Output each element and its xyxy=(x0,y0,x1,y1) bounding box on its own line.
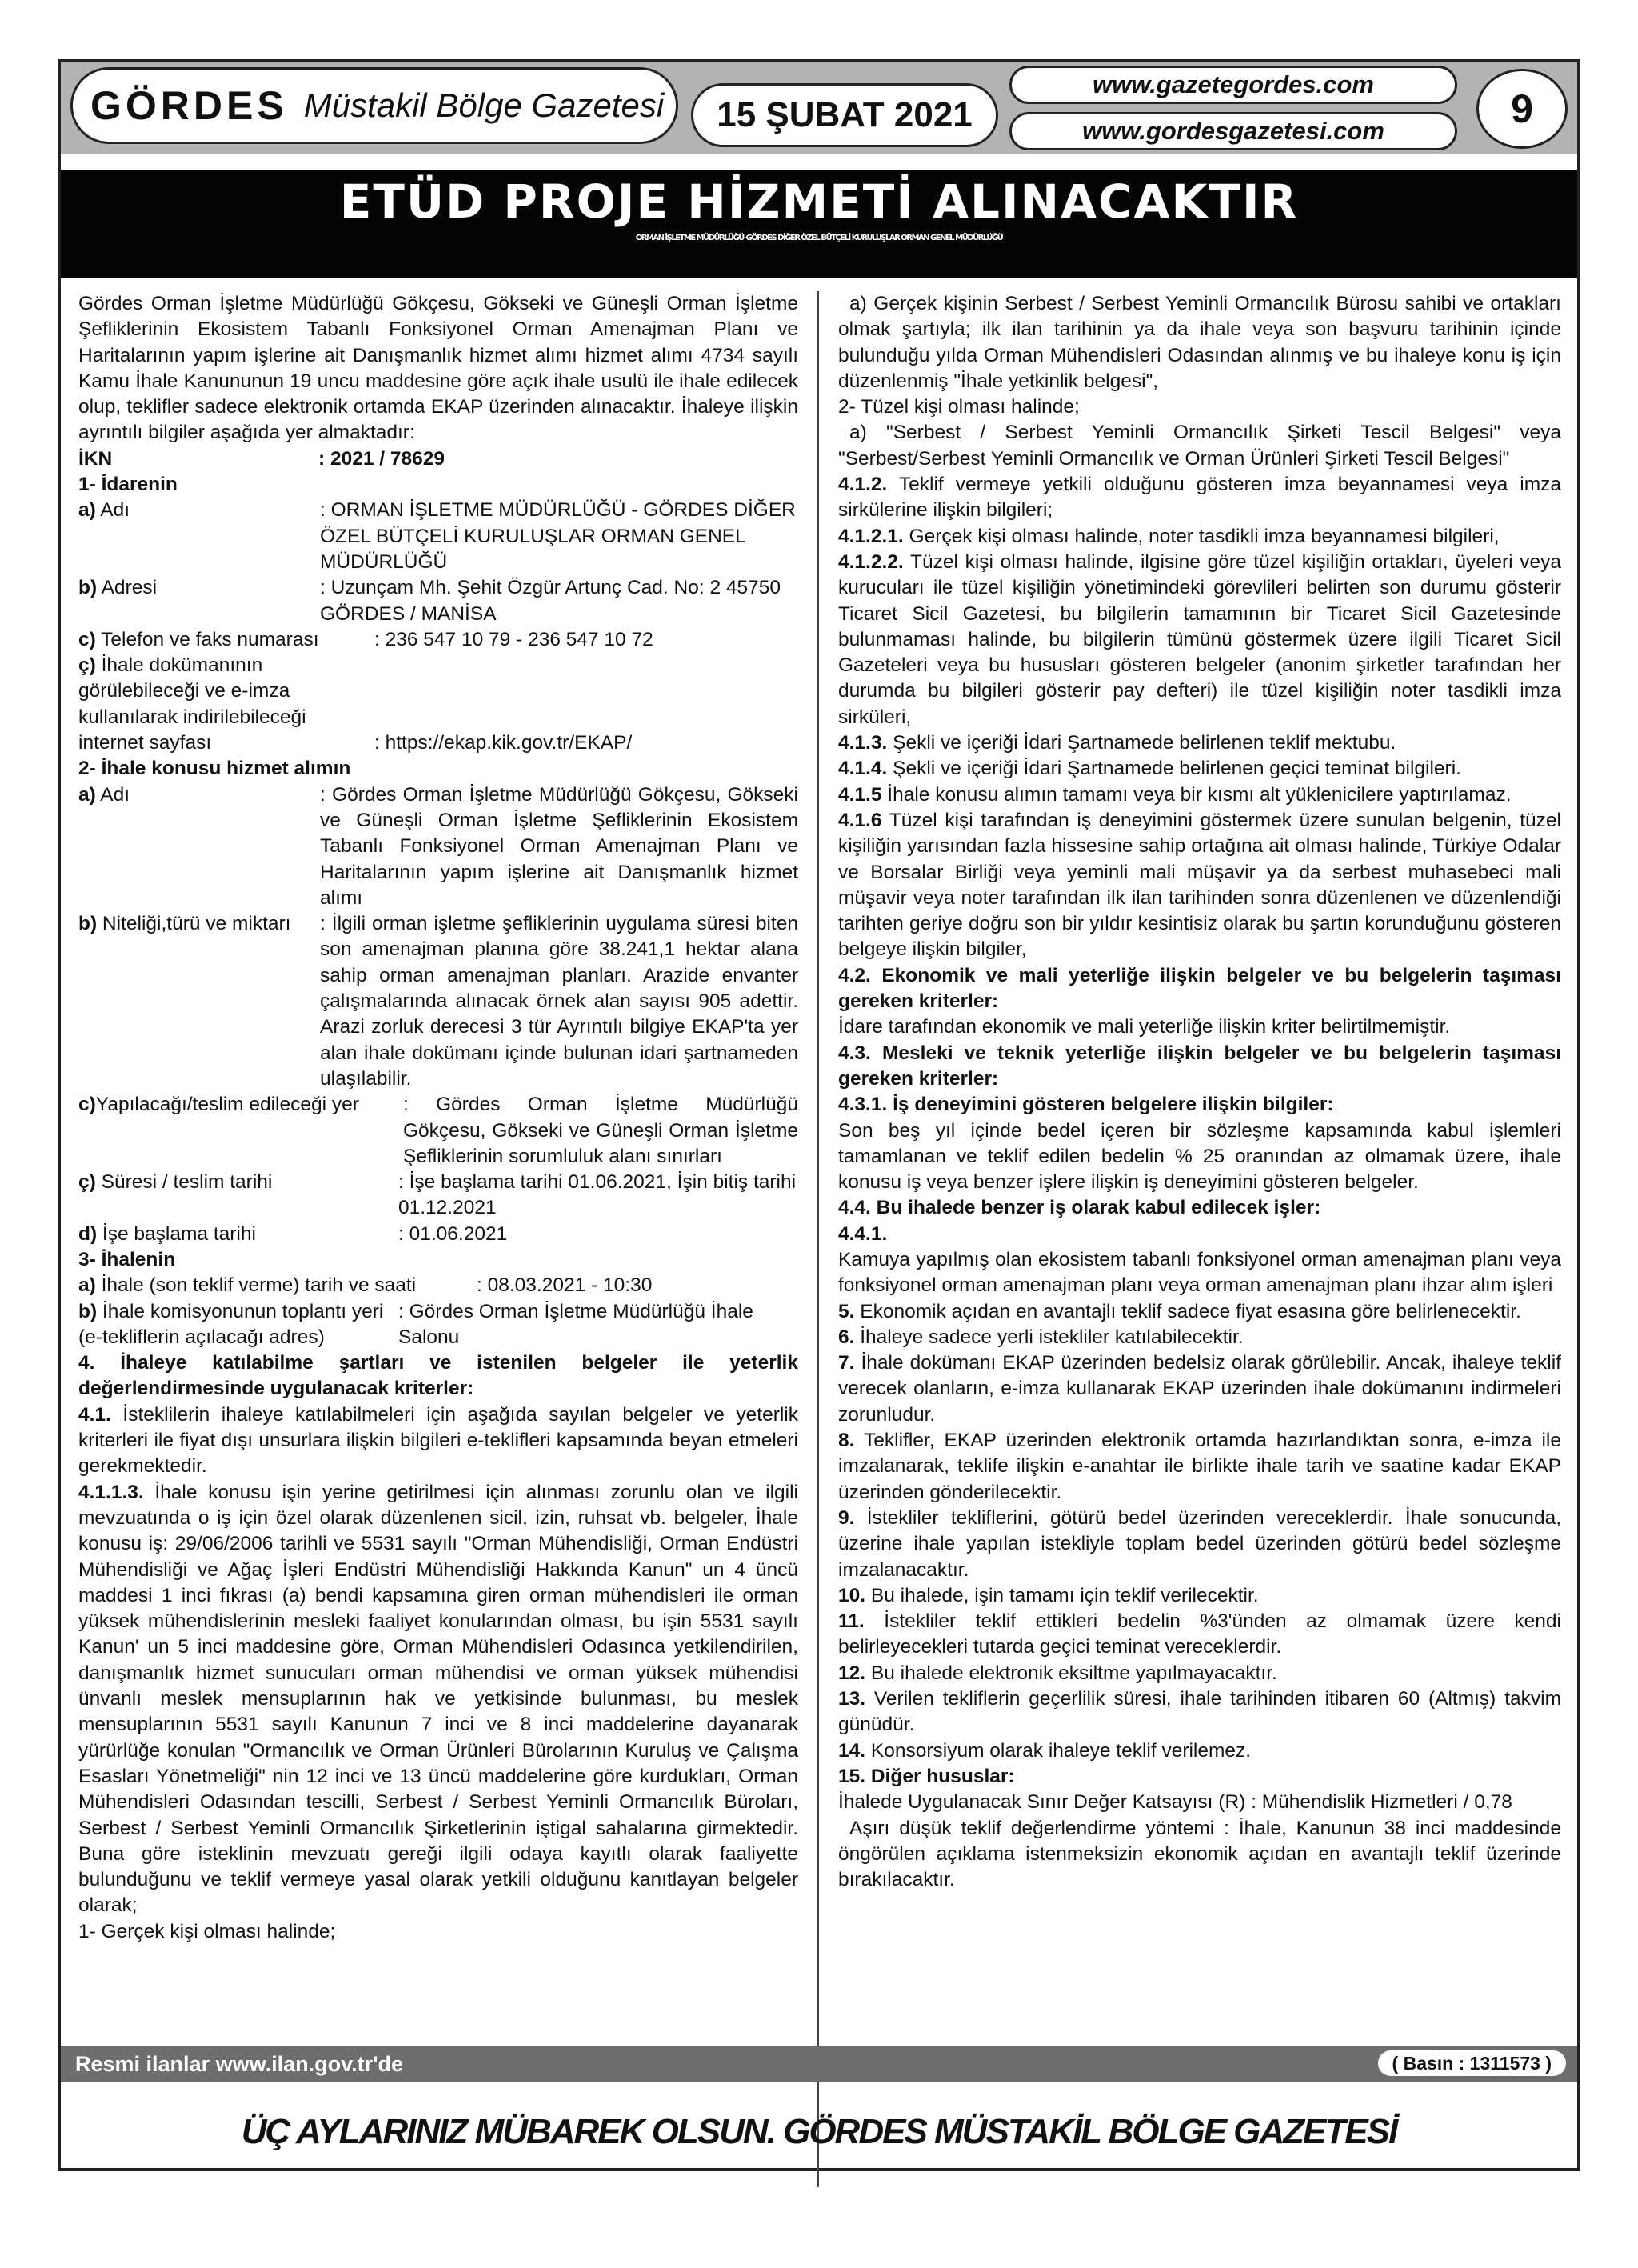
ikn-value: : 2021 / 78629 xyxy=(318,447,445,470)
s2d-value: : 01.06.2021 xyxy=(398,1222,508,1245)
paragraph-a-natural: a) Gerçek kişinin Serbest / Serbest Yeminli Ormancılık Bürosu sahibi ve ortakları olmak şartıyla; ilk ilan tarihinin ya da ihale veya son başvuru tarihinin içinde bulunduğu yılda Orman Mühendisleri Odasından alınmış ve bu ihaleye konu iş için düzenlenmiş "İhale yetkinlik belgesi", xyxy=(838,293,1561,392)
press-code-badge: ( Basın : 1311573 ) xyxy=(1378,2050,1566,2076)
p412-text: Teklif vermeye yetkili olduğunu gösteren imza beyannamesi veya imza sirkülerine ilişkin bilgileri; xyxy=(838,474,1561,522)
p4122-text: Tüzel kişi olması halinde, ilgisine göre tüzel kişiliğin ortakları, üyeleri veya kurucuları ile tüzel kişiliğin yönetimindeki görevlileri belirten son durumu gösterir Ticaret Sicil Gazetesi, bu bilgilerin tamamının bir Ticaret Sicil Gazetesinde bulunmaması halinde, bu bilgilerin tümünü göstermek üzere ilgili Ticaret Sicil Gazeteleri veya bu hususları gösteren belgeler (anonim şirketler tarafından her durumda bu bilgileri gösterir pay defteri) ile tüzel kişiliğin noter tasdikli imza sirküleri, xyxy=(838,550,1561,728)
s1b-label: b) xyxy=(78,577,98,599)
s2d-key: İşe başlama tarihi xyxy=(97,1222,256,1245)
s1a-value: : ORMAN İŞLETME MÜDÜRLÜĞÜ - GÖRDES DİĞER ÖZEL BÜTÇELİ KURULUŞLAR ORMAN GENEL MÜDÜRLÜĞÜ xyxy=(320,499,796,573)
p414-label: 4.1.4. xyxy=(838,758,888,780)
s2c-key: Yapılacağı/teslim edileceği yer xyxy=(95,1094,359,1116)
p6-text: İhaleye sadece yerli istekliler katılabilecektir. xyxy=(854,1326,1244,1348)
paragraph-4-1-1-3 xyxy=(78,1480,798,1919)
issue-date: 15 ŞUBAT 2021 xyxy=(691,83,998,147)
p4113-label: 4.1.1.3. xyxy=(78,1481,144,1503)
section-4-3-1-text: Son beş yıl içinde bedel içeren bir sözleşme kapsamında kabul işlemleri tamamlanan ve teklif edilen bedelin % 25 oranından az olmamak üzere, ihale konusu iş veya benzer işlere ilişkin iş deneyimini gösteren belgeler. xyxy=(838,1119,1561,1194)
column-divider xyxy=(817,291,819,2187)
section-2-title: 2- İhale konusu hizmet alımın xyxy=(78,758,351,780)
s1-row-address xyxy=(78,575,798,627)
s1-row-website xyxy=(78,653,798,756)
section-4-4-title: 4.4. Bu ihalede benzer iş olarak kabul edilecek işler: xyxy=(838,1197,1321,1219)
masthead-logo xyxy=(70,67,678,144)
website-link-1[interactable]: www.gazetegordes.com xyxy=(1009,66,1457,104)
s2c-value: : Gördes Orman İşletme Müdürlüğü Gökçesu, Gökseki ve Güneşli Orman İşletme Şefliklerinin sorumluluk alanı sınırları xyxy=(403,1094,798,1167)
paragraph-6 xyxy=(838,1325,1561,1350)
ikn-label: İKN xyxy=(78,447,113,470)
p7-text: İhale dokümanı EKAP üzerinden bedelsiz olarak görülebilir. Ancak, ihaleye teklif verecek olanların, e-imza kullanarak EKAP üzerinden ihale dokümanını indirmeleri zorunludur. xyxy=(838,1352,1561,1426)
footer-band xyxy=(61,2046,1577,2082)
p10-text: Bu ihalede, işin tamamı için teklif verilecektir. xyxy=(865,1584,1259,1606)
p4121-text: Gerçek kişi olması halinde, noter tasdikli imza beyannamesi bilgileri, xyxy=(903,525,1500,547)
p12-text: Bu ihalede elektronik eksiltme yapılmayacaktır. xyxy=(865,1662,1277,1684)
section-4-3-title: 4.3. Mesleki ve teknik yeterliğe ilişkin belgeler ve bu belgelerin taşıması gereken kriterler: xyxy=(838,1042,1561,1090)
s2a-label: a) xyxy=(78,783,96,806)
section-1-title: 1- İdarenin xyxy=(78,474,178,496)
p6-label: 6. xyxy=(838,1326,855,1348)
s2-row-quantity xyxy=(78,911,798,1092)
p5-text: Ekonomik açıdan en avantajlı teklif sadece fiyat esasına göre belirlenecektir. xyxy=(854,1300,1521,1322)
s2d-label: d) xyxy=(78,1222,98,1245)
s2b-label: b) xyxy=(78,913,98,935)
s1-row-phone xyxy=(78,627,798,653)
s1cc-value: : https://ekap.kik.gov.tr/EKAP/ xyxy=(374,732,633,754)
s1c-key: Telefon ve faks numarası xyxy=(95,628,319,650)
section-4-title: 4. İhaleye katılabilme şartları ve istenilen belgeler ile yeterlik değerlendirmesinde uygulanacak kriterler: xyxy=(78,1352,798,1400)
bottom-slogan: ÜÇ AYLARINIZ MÜBAREK OLSUN. GÖRDES MÜSTAKİL BÖLGE GAZETESİ xyxy=(241,2112,1397,2151)
p13-label: 13. xyxy=(838,1688,866,1710)
paragraph-12 xyxy=(838,1661,1561,1686)
right-column xyxy=(838,291,1561,1893)
p416-label: 4.1.6 xyxy=(838,809,882,831)
paragraph-4-1-6 xyxy=(838,808,1561,963)
paragraph-legal-person: 2- Tüzel kişi olması halinde; xyxy=(838,396,1080,418)
p5-label: 5. xyxy=(838,1300,855,1322)
s3a-label: a) xyxy=(78,1274,96,1297)
headline-subtitle: ORMAN İŞLETME MÜDÜRLÜĞÜ-GÖRDES DİĞER ÖZEL BÜTÇELİ KURULUŞLAR ORMAN GENEL MÜDÜRLÜĞÜ xyxy=(635,234,1003,242)
s1cc-key: İhale dokümanının görülebileceği ve e-imza kullanılarak indirilebileceği internet sayfası xyxy=(78,654,306,754)
paragraph-4-1-2-2 xyxy=(838,550,1561,730)
s2b-value: : İlgili orman işletme şefliklerinin uygulama süresi biten son amenajman planına göre 38.241,1 hektar alana sahip orman amenajman planları. Arazide envanter çalışmalarında alınacak örnek alan sayısı 905 adettir. Arazi zorluk derecesi 3 tür Ayrıntılı bilgiye EKAP'ta yer alan ihale dokümanı içinde bulunan idari şartnameden ulaşılabilir. xyxy=(320,913,798,1090)
p4121-label: 4.1.2.1. xyxy=(838,525,904,547)
paragraph-a-legal: a) "Serbest / Serbest Yeminli Ormancılık Şirketi Tescil Belgesi" veya "Serbest/Serbest Yeminli Ormancılık ve Orman Ürünleri Şirketi Tescil Belgesi" xyxy=(838,422,1561,470)
section-4-4-1-title: 4.4.1. xyxy=(838,1222,888,1245)
p11-label: 11. xyxy=(838,1610,865,1633)
s2cc-key: Süresi / teslim tarihi xyxy=(95,1171,273,1194)
paragraph-4-1-3 xyxy=(838,730,1561,756)
section-4-4-1-text: Kamuya yapılmış olan ekosistem tabanlı fonksiyonel orman amenajman planı veya fonksiyonel orman amenajman planı veya orman amenajman planı ihzar alım işleri xyxy=(838,1248,1561,1297)
s3-row-date xyxy=(78,1273,798,1298)
s2-row-name xyxy=(78,782,798,911)
s2a-key: Adı xyxy=(95,783,130,806)
s2c-label: c) xyxy=(78,1094,96,1116)
s2-row-start xyxy=(78,1222,798,1247)
section-15-title: 15. Diğer hususlar: xyxy=(838,1765,1015,1787)
p9-text: İstekliler tekliflerini, götürü bedel üzerinden vereceklerdir. İhale sonucunda, üzerine ihale yapılan istekliyle toplam bedel üzerinden götürü bedel sözleşme imzalanacaktır. xyxy=(838,1506,1561,1581)
paragraph-4-1 xyxy=(78,1402,798,1480)
section-15-text-1: İhalede Uygulanacak Sınır Değer Katsayısı (R) : Mühendislik Hizmetleri / 0,78 xyxy=(838,1791,1512,1814)
p11-text: İstekliler teklif ettikleri bedelin %3'ünden az olmamak üzere kendi belirleyecekleri tutarda geçici teminat vereceklerdir. xyxy=(838,1610,1561,1658)
headline-title: ETÜD PROJE HİZMETİ ALINACAKTIR xyxy=(339,174,1299,229)
s3b-key: İhale komisyonunun toplantı yeri (e-tekliflerin açılacağı adres) xyxy=(78,1300,384,1348)
s1c-label: c) xyxy=(78,628,96,650)
paragraph-7 xyxy=(838,1350,1561,1428)
s1a-key: Adı xyxy=(95,499,130,522)
p8-text: Teklifler, EKAP üzerinden elektronik ortamda hazırlandıktan sonra, e-imza ile imzalanarak, teklife ilişkin e-anahtar ile birlikte ihale tarih ve saatine kadar EKAP üzerinden gönderilecektir. xyxy=(838,1430,1561,1503)
section-15-text-2: Aşırı düşük teklif değerlendirme yöntemi : İhale, Kanunun 38 inci maddesinde öngörülen açıklama istenmeksizin ekonomik açıdan en avantajlı teklif üzerinde bırakılacaktır. xyxy=(838,1817,1561,1891)
newspaper-name: GÖRDES xyxy=(90,83,288,128)
p41-text: İsteklilerin ihaleye katılabilmeleri için aşağıda sayılan belgeler ve yeterlik kriterleri ile fiyat dışı unsurlara ilişkin bilgileri e-teklifleri kapsamında beyan etmeleri gerekmektedir. xyxy=(78,1403,798,1478)
p4113-text: İhale konusu işin yerine getirilmesi için alınması zorunlu olan ve ilgili mevzuatında o iş için özel olarak düzenlenen sicil, izin, ruhsat vb. belgeler, İhale konusu iş: 29/06/2006 tarihli ve 5531 sayılı "Orman Mühendisliği, Orman Endüstri Mühendisliği ve Ağaç İşleri Endüstri Mühendisliği Hakkında Kanun" un 4 üncü maddesi 1 inci fıkrası (a) bendi kapsamına giren orman mühendisleri ile orman yüksek mühendislerinin mesleki faaliyet konularından olması, bu işin 5531 sayılı Kanun' un 5 inci maddesine göre, Orman Mühendisleri Odasınca yetkilendirilen, danışmanlık hizmet sunucuları orman mühendisi ve orman yüksek mühendisi ünvanlı meslek mensuplarının hak ve yetkisinde bulunması, bu meslek mensuplarının 5531 sayılı Kanunun 7 inci ve 8 inci maddelerine dayanarak yürürlüğe konulan "Ormancılık ve Orman Ürünleri Bürolarının Kuruluş ve Çalışma Esasları Yönetmeliği" nin 12 inci ve 13 üncü maddelerine göre kurdukları, Orman Mühendisleri Odasından tescilli, Serbest / Serbest Yeminli Ormancılık Büroları, Serbest / Serbest Yeminli Ormancılık Şirketlerinin iştigal sahalarına girmektedir. Buna göre isteklinin mevzuatı gereği ilgili odaya kayıtlı olarak faaliyette bulunduğunu ve teklif vermeye yasal olarak yetkili olduğunu kanıtlayan belgeler olarak; xyxy=(78,1481,798,1917)
website-link-2[interactable]: www.gordesgazetesi.com xyxy=(1009,112,1457,150)
section-4-2-text: İdare tarafından ekonomik ve mali yeterliğe ilişkin kriter belirtilmemiştir. xyxy=(838,1016,1451,1038)
newspaper-subtitle: Müstakil Bölge Gazetesi xyxy=(303,86,665,124)
s2a-value: : Gördes Orman İşletme Müdürlüğü Gökçesu, Gökseki ve Güneşli Orman İşletme Şefliklerinin Ekosistem Tabanlı Fonksiyonel Orman Amenajman Planı ve Haritalarının yapım işlerine ait Danışmanlık hizmet alımı xyxy=(320,783,798,909)
s2-row-duration xyxy=(78,1170,798,1222)
p415-label: 4.1.5 xyxy=(838,783,882,806)
p14-label: 14. xyxy=(838,1739,866,1762)
paragraph-13 xyxy=(838,1686,1561,1738)
paragraph-5 xyxy=(838,1299,1561,1325)
ikn-row xyxy=(78,446,798,472)
p4122-label: 4.1.2.2. xyxy=(838,550,904,573)
p8-label: 8. xyxy=(838,1430,855,1452)
section-3-title: 3- İhalenin xyxy=(78,1248,176,1270)
s2b-key: Niteliği,türü ve miktarı xyxy=(97,913,291,935)
s1-row-name xyxy=(78,498,798,575)
paragraph-4-1-5 xyxy=(838,782,1561,808)
paragraph-4-1-2-1 xyxy=(838,524,1561,550)
p414-text: Şekli ve içeriği İdari Şartnamede belirlenen geçici teminat bilgileri. xyxy=(887,758,1461,780)
s3b-value: : Gördes Orman İşletme Müdürlüğü İhale Salonu xyxy=(398,1300,753,1348)
paragraph-4-1-4 xyxy=(838,756,1561,782)
s1b-key: Adresi xyxy=(97,577,158,599)
page-number: 9 xyxy=(1476,69,1568,149)
s1cc-label: ç) xyxy=(78,654,96,677)
s1a-label: a) xyxy=(78,499,96,522)
headline-banner xyxy=(61,170,1577,278)
s2cc-label: ç) xyxy=(78,1171,96,1194)
p413-text: Şekli ve içeriği İdari Şartnamede belirlenen teklif mektubu. xyxy=(887,732,1396,754)
p9-label: 9. xyxy=(838,1506,855,1529)
p412-label: 4.1.2. xyxy=(838,474,888,496)
p41-label: 4.1. xyxy=(78,1403,111,1426)
s3-row-place xyxy=(78,1299,798,1351)
p10-label: 10. xyxy=(838,1584,866,1606)
paragraph-4-1-2 xyxy=(838,472,1561,524)
p12-label: 12. xyxy=(838,1662,866,1684)
p13-text: Verilen tekliflerin geçerlilik süresi, ihale tarihinden itibaren 60 (Altmış) takvim günüdür. xyxy=(838,1688,1561,1736)
section-4-2-title: 4.2. Ekonomik ve mali yeterliğe ilişkin belgeler ve bu belgelerin taşıması gereken kriterler: xyxy=(838,964,1561,1013)
p415-text: İhale konusu alımın tamamı veya bir kısmı alt yüklenicilere yaptırılamaz. xyxy=(881,783,1512,806)
p413-label: 4.1.3. xyxy=(838,732,888,754)
paragraph-9 xyxy=(838,1506,1561,1583)
section-4-3-1-title: 4.3.1. İş deneyimini gösteren belgelere ilişkin bilgiler: xyxy=(838,1094,1334,1116)
s3b-label: b) xyxy=(78,1300,98,1322)
paragraph-8 xyxy=(838,1428,1561,1506)
footer-official-notice-link[interactable]: Resmi ilanlar www.ilan.gov.tr'de xyxy=(75,2052,404,2076)
intro-paragraph: Gördes Orman İşletme Müdürlüğü Gökçesu, Gökseki ve Güneşli Orman İşletme Şefliklerinin Ekosistem Tabanlı Fonksiyonel Orman Amenajman Planı ve Haritalarının yapım işlerine ait Danışmanlık hizmet alımı hizmet alımı 4734 sayılı Kamu İhale Kanununun 19 uncu maddesine göre açık ihale usulü ile ihale edilecek olup, teklifler sadece elektronik ortamda EKAP üzerinden alınacaktır. İhaleye ilişkin ayrıntılı bilgiler aşağıda yer almaktadır: xyxy=(78,293,798,444)
s2-row-place xyxy=(78,1092,798,1170)
paragraph-14 xyxy=(838,1738,1561,1764)
s1c-value: : 236 547 10 79 - 236 547 10 72 xyxy=(374,628,653,650)
paragraph-10 xyxy=(838,1583,1561,1609)
paragraph-natural-person: 1- Gerçek kişi olması halinde; xyxy=(78,1920,336,1942)
paragraph-11 xyxy=(838,1609,1561,1661)
s2cc-value: : İşe başlama tarihi 01.06.2021, İşin bitiş tarihi 01.12.2021 xyxy=(398,1171,797,1219)
s3a-value: : 08.03.2021 - 10:30 xyxy=(477,1274,653,1297)
p7-label: 7. xyxy=(838,1352,855,1374)
s1b-value: : Uzunçam Mh. Şehit Özgür Artunç Cad. No: 2 45750 GÖRDES / MANİSA xyxy=(320,577,781,625)
left-column xyxy=(78,291,798,1945)
s3a-key: İhale (son teklif verme) tarih ve saati xyxy=(95,1274,417,1297)
p14-text: Konsorsiyum olarak ihaleye teklif verilemez. xyxy=(865,1739,1252,1762)
p416-text: Tüzel kişi tarafından iş deneyimini göstermek üzere sunulan belgenin, tüzel kişiliğin yarısından fazla hissesine sahip ortağına ait olması halinde, Türkiye Odalar ve Borsalar Birliği veya yeminli mali müşavir ya da serbest muhasebeci mali müşavir veya noter tarafından ilk ilan tarihinden sonra düzenlenen ve düzenlendiği tarihten geriye doğru son bir yıldır kesintisiz olarak bu şartın korunduğunu gösteren belgeye ilişkin bilgiler, xyxy=(838,809,1561,961)
